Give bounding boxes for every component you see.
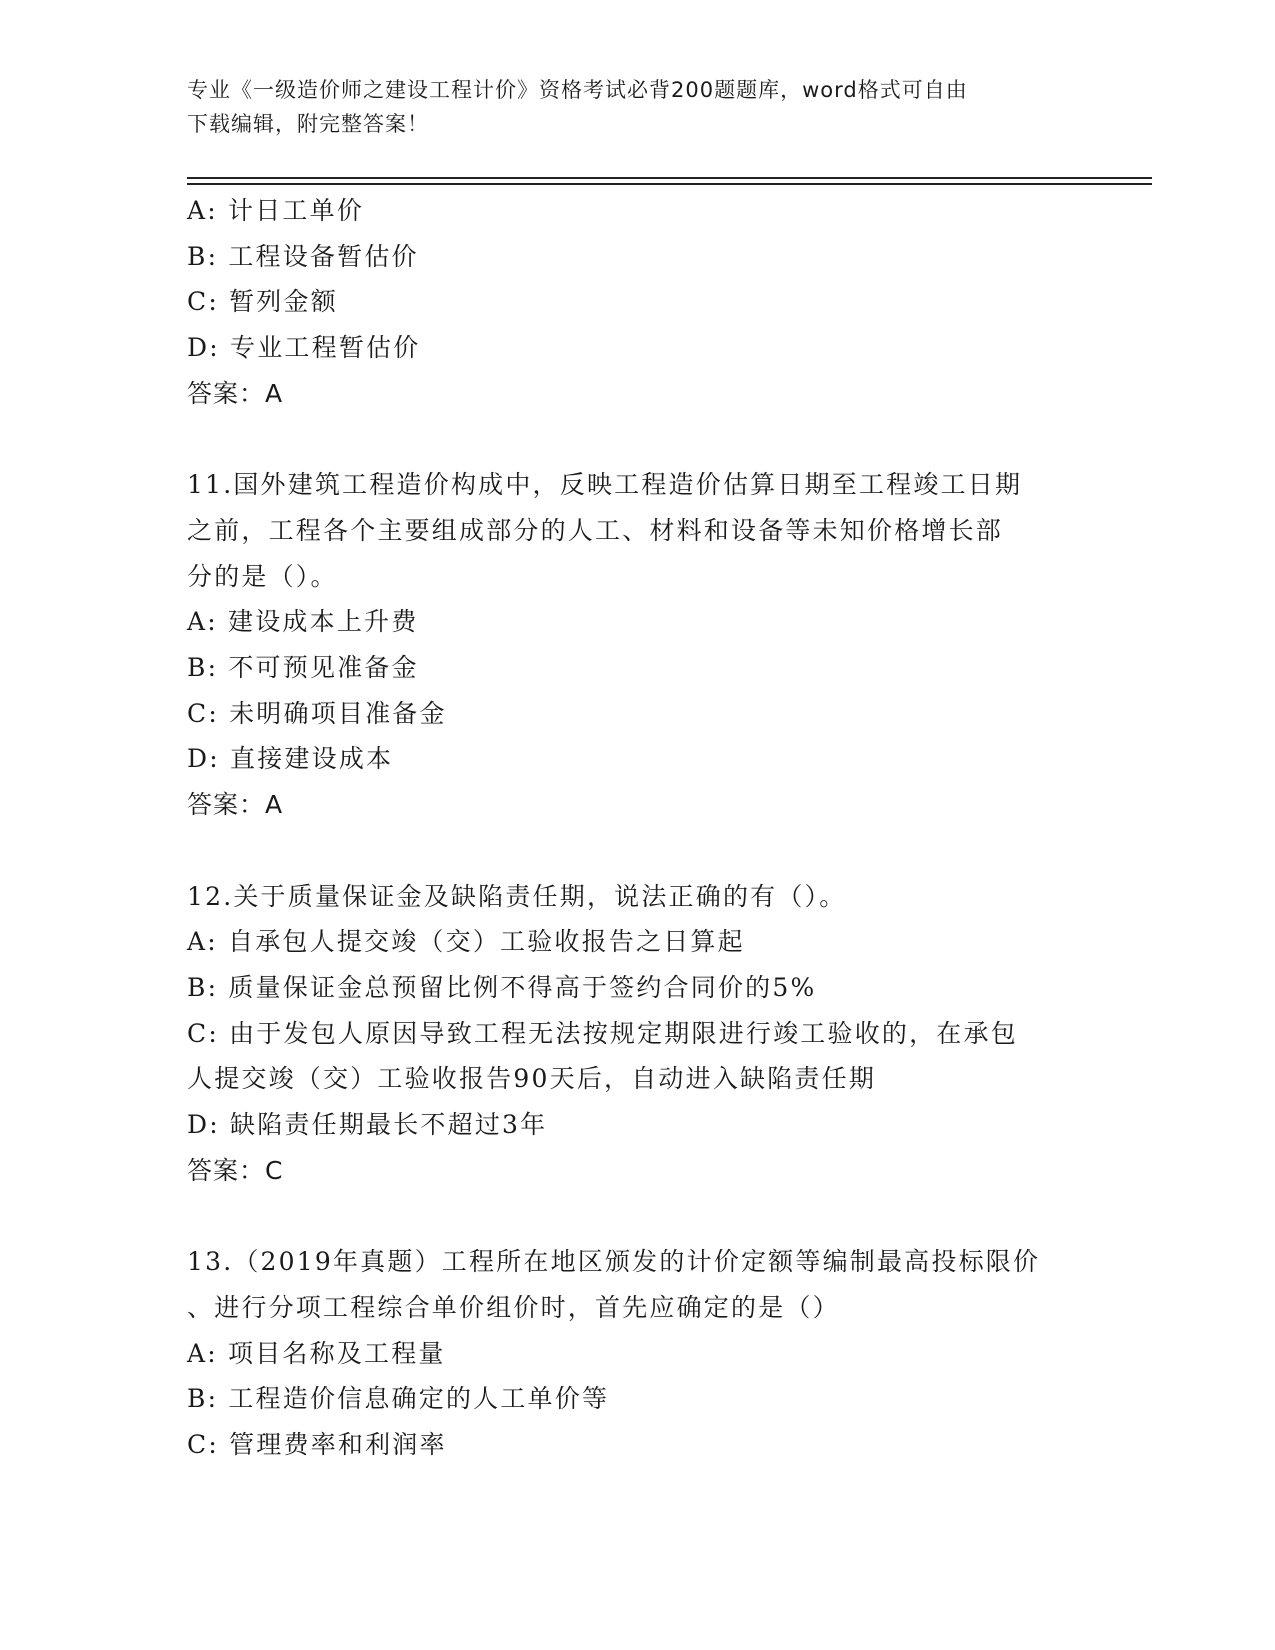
option-d: D: 缺陷责任期最长不超过3年 bbox=[187, 1110, 548, 1140]
option-b: B: 质量保证金总预留比例不得高于签约合同价的5% bbox=[187, 972, 817, 1002]
option-c: C: 管理费率和利润率 bbox=[187, 1429, 447, 1459]
option-a: A: 自承包人提交竣（交）工验收报告之日算起 bbox=[187, 927, 745, 957]
question-stem: 分的是（）。 bbox=[187, 561, 338, 591]
option-a: A: 项目名称及工程量 bbox=[187, 1338, 446, 1368]
answer-line: 答案：C bbox=[187, 1155, 284, 1185]
question-block-10 bbox=[187, 188, 1087, 417]
option-d: D: 专业工程暂估价 bbox=[187, 333, 421, 363]
option-c: C: 暂列金额 bbox=[187, 287, 338, 317]
question-stem: 、进行分项工程综合单价组价时，首先应确定的是（） bbox=[187, 1292, 840, 1322]
document-header bbox=[187, 73, 1087, 141]
header-line-2: 下载编辑，附完整答案！ bbox=[187, 112, 429, 136]
option-a: A: 建设成本上升费 bbox=[187, 607, 419, 637]
answer-line: 答案：A bbox=[187, 378, 284, 408]
option-d: D: 直接建设成本 bbox=[187, 744, 394, 774]
header-divider-top bbox=[187, 177, 1152, 179]
option-c-continued: 人提交竣（交）工验收报告90天后，自动进入缺陷责任期 bbox=[187, 1064, 877, 1094]
question-list bbox=[187, 188, 1087, 1468]
question-block-11 bbox=[187, 462, 1087, 828]
question-block-12 bbox=[187, 874, 1087, 1194]
question-stem: 13.（2019年真题）工程所在地区颁发的计价定额等编制最高投标限价 bbox=[187, 1247, 1041, 1277]
header-line-1: 专业《一级造价师之建设工程计价》资格考试必背200题题库，word格式可自由 bbox=[187, 78, 968, 102]
answer-line: 答案：A bbox=[187, 790, 284, 820]
question-stem: 12.关于质量保证金及缺陷责任期，说法正确的有（）。 bbox=[187, 881, 847, 911]
question-stem: 11.国外建筑工程造价构成中，反映工程造价估算日期至工程竣工日期 bbox=[187, 470, 1023, 500]
option-b: B: 不可预见准备金 bbox=[187, 653, 419, 683]
option-c: C: 未明确项目准备金 bbox=[187, 698, 447, 728]
question-stem: 之前，工程各个主要组成部分的人工、材料和设备等未知价格增长部 bbox=[187, 515, 1004, 545]
option-b: B: 工程造价信息确定的人工单价等 bbox=[187, 1384, 610, 1414]
option-a: A: 计日工单价 bbox=[187, 196, 365, 225]
question-block-13 bbox=[187, 1239, 1087, 1468]
header-divider-bottom bbox=[187, 183, 1152, 185]
option-b: B: 工程设备暂估价 bbox=[187, 241, 419, 271]
option-c: C: 由于发包人原因导致工程无法按规定期限进行竣工验收的，在承包 bbox=[187, 1018, 1018, 1048]
